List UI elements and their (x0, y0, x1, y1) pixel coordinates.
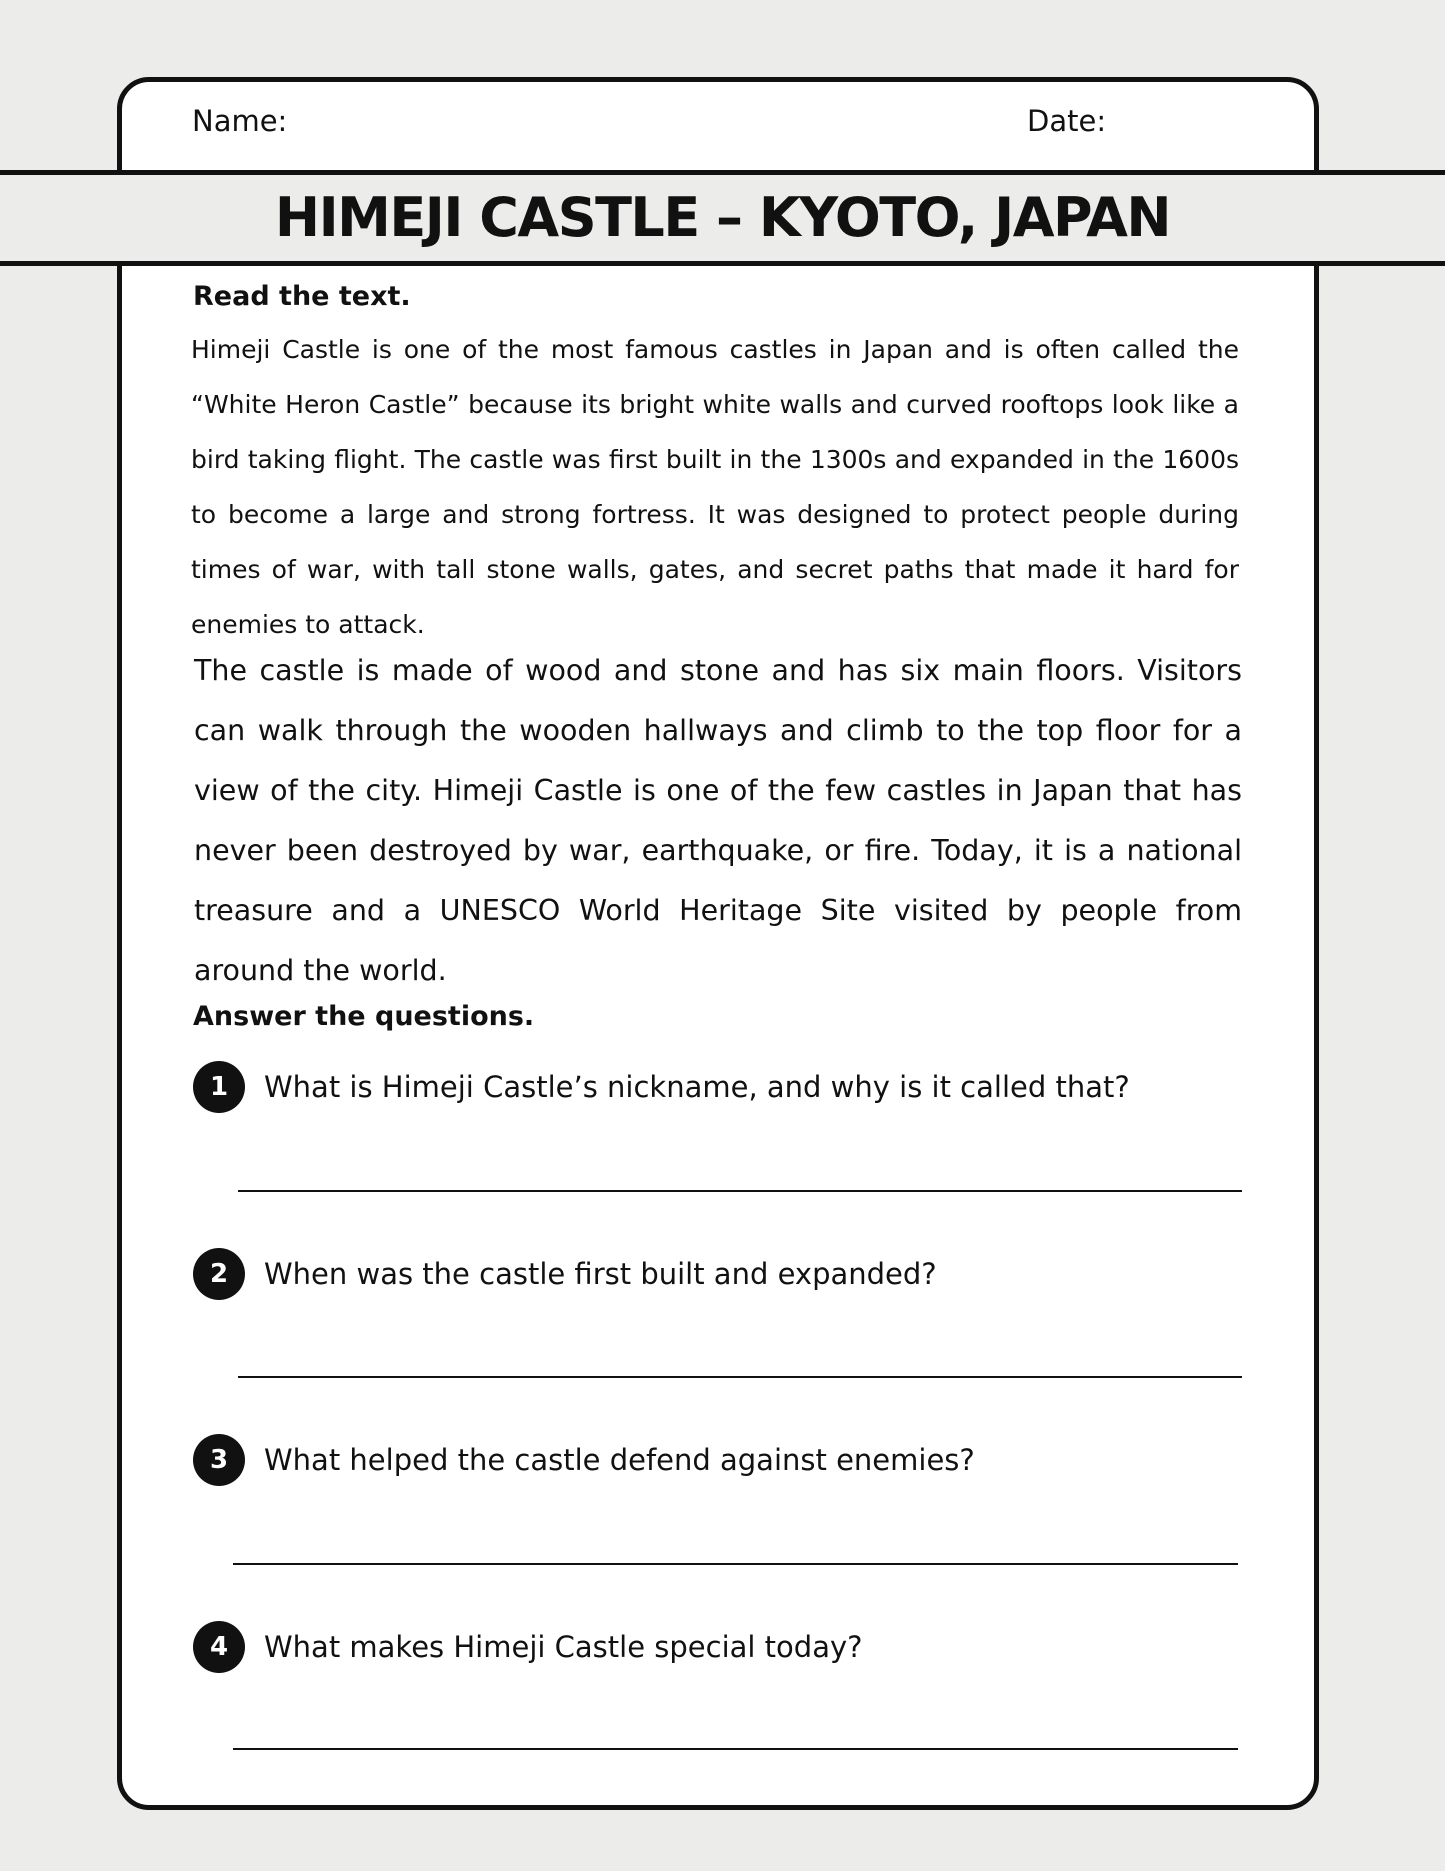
question-2 (193, 1248, 937, 1300)
question-text: What makes Himeji Castle special today? (264, 1630, 863, 1664)
answer-line-2[interactable] (238, 1376, 1242, 1378)
question-1 (193, 1061, 1130, 1113)
page-title: HIMEJI CASTLE – KYOTO, JAPAN (274, 186, 1171, 249)
reading-paragraph-1: Himeji Castle is one of the most famous castles in Japan and is often called the “White Heron Castle” because its bright white walls and curved rooftops look like a bird taking flight. The castle was first built in the 1300s and expanded in the 1600s to become a large and strong fortress. It was designed to protect people during times of war, with tall stone walls, gates, and secret paths that made it hard for enemies to attack. (191, 335, 1239, 639)
answer-line-3[interactable] (233, 1563, 1238, 1565)
question-text: When was the castle first built and expanded? (264, 1257, 937, 1291)
question-number-badge: 1 (193, 1061, 245, 1113)
question-number-badge: 2 (193, 1248, 245, 1300)
name-label: Name: (192, 104, 288, 138)
question-number-badge: 4 (193, 1621, 245, 1673)
title-band (0, 170, 1445, 266)
questions-instruction: Answer the questions. (193, 1001, 535, 1032)
question-4 (193, 1621, 863, 1673)
reading-paragraph-2: The castle is made of wood and stone and has six main floors. Visitors can walk through the wooden hallways and climb to the top floor for a view of the city. Himeji Castle is one of the few castles in Japan that has never been destroyed by war, earthquake, or fire. Today, it is a national treasure and a UNESCO World Heritage Site visited by people from around the world. (194, 654, 1242, 987)
date-label: Date: (1027, 104, 1107, 138)
answer-line-1[interactable] (238, 1190, 1242, 1192)
question-3 (193, 1434, 975, 1486)
question-number-badge: 3 (193, 1434, 245, 1486)
reading-instruction: Read the text. (193, 281, 411, 312)
question-text: What helped the castle defend against enemies? (264, 1443, 975, 1477)
question-text: What is Himeji Castle’s nickname, and why is it called that? (264, 1070, 1130, 1104)
answer-line-4[interactable] (233, 1748, 1238, 1750)
